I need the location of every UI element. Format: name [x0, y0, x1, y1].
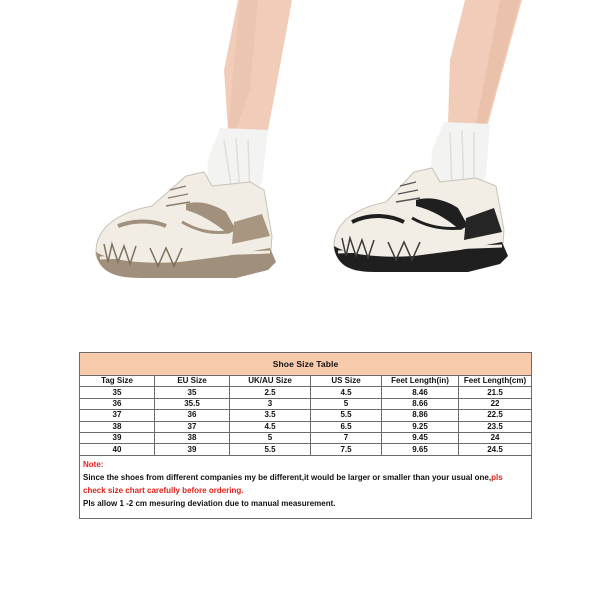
note-deviation-line: Pls allow 1 -2 cm mesuring deviation due to manual measurement.: [83, 498, 336, 508]
table-cell: 36: [155, 410, 230, 421]
column-header: Tag Size: [80, 376, 155, 387]
table-cell: 36: [80, 398, 155, 409]
table-row: [80, 387, 532, 398]
table-cell: 40: [80, 444, 155, 455]
table-cell: 22.5: [459, 410, 532, 421]
table-cell: 37: [155, 421, 230, 432]
table-cell: 4.5: [230, 421, 311, 432]
table-cell: 9.65: [382, 444, 459, 455]
note-warning-text: pls: [491, 472, 503, 482]
table-cell: 38: [80, 421, 155, 432]
shoe-size-table: [79, 352, 532, 519]
table-cell: 5.5: [311, 410, 382, 421]
table-row: [80, 432, 532, 443]
table-cell: 8.46: [382, 387, 459, 398]
table-cell: 5: [311, 398, 382, 409]
right-sneaker: [334, 168, 508, 272]
table-cell: 39: [80, 432, 155, 443]
table-header-row: [80, 376, 532, 387]
column-header: Feet Length(in): [382, 376, 459, 387]
note-label: Note:: [83, 459, 104, 469]
table-row: [80, 444, 532, 455]
table-cell: 4.5: [311, 387, 382, 398]
table-cell: 9.25: [382, 421, 459, 432]
table-cell: 8.66: [382, 398, 459, 409]
table-cell: 22: [459, 398, 532, 409]
table-cell: 38: [155, 432, 230, 443]
table-row: [80, 410, 532, 421]
table-cell: 5: [230, 432, 311, 443]
table-cell: 24: [459, 432, 532, 443]
table-cell: 35: [155, 387, 230, 398]
left-sneaker: [96, 172, 276, 278]
table-cell: 3.5: [230, 410, 311, 421]
table-cell: 6.5: [311, 421, 382, 432]
table-cell: 39: [155, 444, 230, 455]
table-row: [80, 398, 532, 409]
table-title: Shoe Size Table: [80, 353, 532, 376]
table-cell: 35: [80, 387, 155, 398]
table-row: [80, 421, 532, 432]
table-cell: 5.5: [230, 444, 311, 455]
column-header: EU Size: [155, 376, 230, 387]
size-notes: [80, 455, 532, 518]
table-cell: 8.86: [382, 410, 459, 421]
table-cell: 2.5: [230, 387, 311, 398]
table-cell: 7.5: [311, 444, 382, 455]
table-cell: 9.45: [382, 432, 459, 443]
table-cell: 35.5: [155, 398, 230, 409]
left-leg: [206, 0, 292, 200]
column-header: UK/AU Size: [230, 376, 311, 387]
column-header: Feet Length(cm): [459, 376, 532, 387]
table-cell: 21.5: [459, 387, 532, 398]
note-line-1: [83, 471, 528, 484]
table-cell: 24.5: [459, 444, 532, 455]
note-warning-line: check size chart carefully before ordering.: [83, 485, 244, 495]
table-cell: 7: [311, 432, 382, 443]
right-leg: [430, 0, 522, 198]
column-header: US Size: [311, 376, 382, 387]
table-cell: 3: [230, 398, 311, 409]
table-cell: 37: [80, 410, 155, 421]
table-cell: 23.5: [459, 421, 532, 432]
note-text: Since the shoes from different companies my be different,it would be larger or smaller than your usual one,: [83, 472, 492, 482]
